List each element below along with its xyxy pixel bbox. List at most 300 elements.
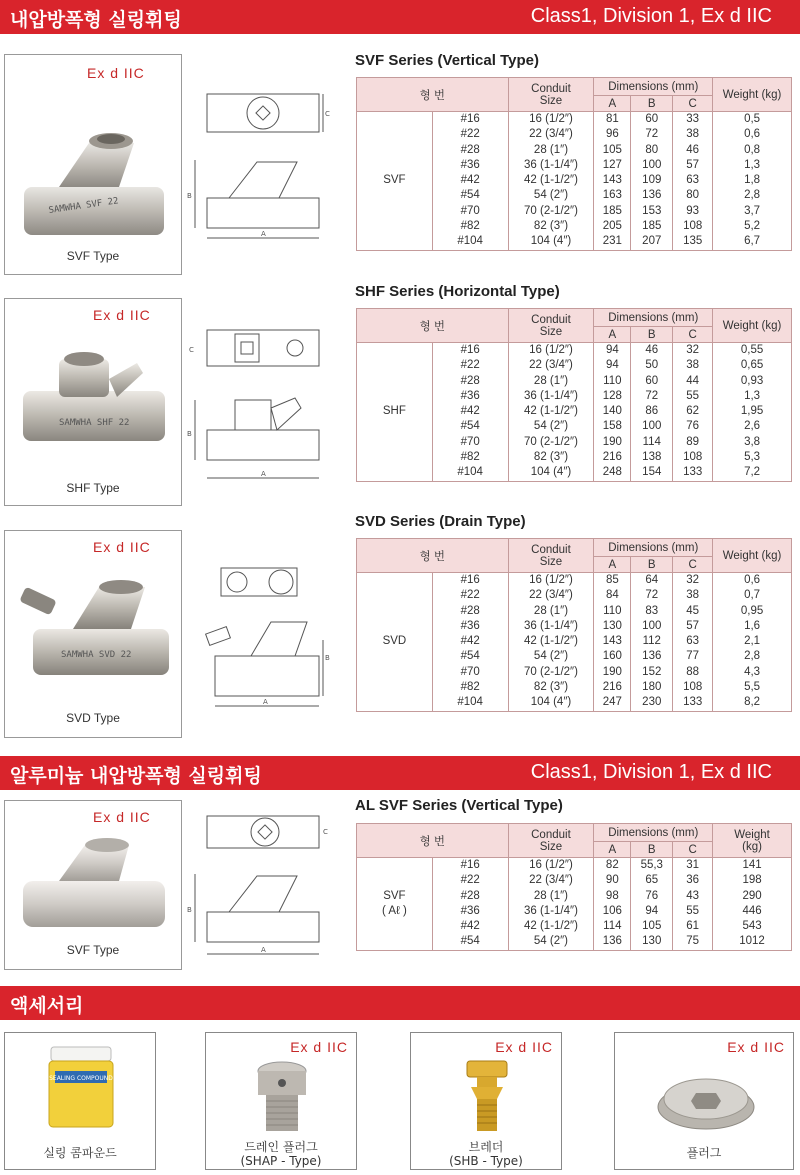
table-row	[357, 858, 792, 874]
dim-c-cell: 77	[673, 649, 713, 664]
conduit-size-cell: 104 (4″)	[508, 695, 594, 711]
size-number-cell: #22	[432, 127, 508, 142]
header-conduit: Conduit	[531, 828, 571, 841]
accessory-breather	[410, 1032, 562, 1170]
size-number-cell: #54	[432, 188, 508, 203]
col-conduit-size	[508, 309, 594, 343]
dim-b-cell: 64	[631, 573, 673, 589]
shf-fitting-image	[19, 339, 169, 459]
conduit-size-cell: 36 (1-1/4″)	[508, 619, 594, 634]
size-number-cell: #36	[432, 158, 508, 173]
table-row	[357, 112, 792, 128]
conduit-size-cell: 22 (3/4″)	[508, 358, 594, 373]
header-kg: (kg)	[742, 840, 762, 853]
dim-a-cell: 96	[594, 127, 631, 142]
dim-a-cell: 94	[594, 343, 631, 359]
conduit-size-cell: 82 (3″)	[508, 680, 594, 695]
accessory-type: (SHB - Type)	[449, 1154, 523, 1168]
dim-b-cell: 100	[631, 619, 673, 634]
section-title: 알루미늄 내압방폭형 실링휘팅	[10, 765, 262, 787]
conduit-size-cell: 16 (1/2″)	[508, 112, 594, 128]
section-class: Class1, Division 1, Ex d IIC	[530, 5, 772, 27]
dim-b-cell: 72	[631, 588, 673, 603]
col-conduit-size	[508, 78, 594, 112]
weight-cell: 1,8	[713, 173, 792, 188]
weight-cell: 1,3	[713, 158, 792, 173]
conduit-size-cell: 22 (3/4″)	[508, 588, 594, 603]
photo-caption: SVD Type	[66, 711, 120, 725]
dim-b-cell: 80	[631, 143, 673, 158]
size-number-cell: #42	[432, 173, 508, 188]
section-banner-accessories	[0, 986, 800, 1020]
size-number-cell: #70	[432, 665, 508, 680]
col-a: A	[594, 842, 631, 858]
conduit-size-cell: 104 (4″)	[508, 465, 594, 481]
col-weight: Weight (kg)	[713, 309, 792, 343]
weight-cell: 5,2	[713, 219, 792, 234]
weight-cell: 446	[713, 904, 792, 919]
dim-a-cell: 160	[594, 649, 631, 664]
shf-series-title: SHF Series (Horizontal Type)	[355, 283, 560, 300]
section-banner-steel	[0, 0, 800, 34]
col-b: B	[631, 842, 673, 858]
dim-b-cell: 109	[631, 173, 673, 188]
dim-a-cell: 110	[594, 374, 631, 389]
dim-label-c: C	[323, 828, 328, 836]
dim-c-cell: 108	[673, 219, 713, 234]
dim-c-cell: 108	[673, 450, 713, 465]
svf-series-title: SVF Series (Vertical Type)	[355, 52, 539, 69]
dim-c-cell: 43	[673, 889, 713, 904]
weight-cell: 2,8	[713, 188, 792, 203]
dim-a-cell: 143	[594, 634, 631, 649]
weight-cell: 1,6	[713, 619, 792, 634]
dim-a-cell: 81	[594, 112, 631, 128]
weight-cell: 290	[713, 889, 792, 904]
dim-c-cell: 44	[673, 374, 713, 389]
dim-c-cell: 63	[673, 634, 713, 649]
dim-b-cell: 100	[631, 158, 673, 173]
dim-label-b: B	[187, 192, 192, 200]
dim-b-cell: 153	[631, 204, 673, 219]
header-conduit: Conduit	[531, 82, 571, 95]
accessory-caption: 플러그	[686, 1146, 722, 1160]
conduit-size-cell: 54 (2″)	[508, 188, 594, 203]
col-weight: Weight (kg)	[713, 78, 792, 112]
size-number-cell: #42	[432, 634, 508, 649]
dim-a-cell: 130	[594, 619, 631, 634]
dim-c-cell: 46	[673, 143, 713, 158]
size-number-cell: #22	[432, 873, 508, 888]
size-number-cell: #16	[432, 573, 508, 589]
col-b: B	[631, 557, 673, 573]
conduit-size-cell: 70 (2-1/2″)	[508, 204, 594, 219]
product-mark: SEALING COMPOUND	[49, 1075, 113, 1082]
dim-label-b: B	[187, 906, 192, 914]
conduit-size-cell: 16 (1/2″)	[508, 343, 594, 359]
dim-a-cell: 106	[594, 904, 631, 919]
col-a: A	[594, 327, 631, 343]
weight-cell: 0,5	[713, 112, 792, 128]
col-dimensions: Dimensions (mm)	[594, 824, 713, 842]
header-size: Size	[539, 555, 563, 568]
size-number-cell: #28	[432, 889, 508, 904]
weight-cell: 0,65	[713, 358, 792, 373]
dim-b-cell: 86	[631, 404, 673, 419]
size-number-cell: #82	[432, 219, 508, 234]
svf-photo-panel	[4, 54, 182, 275]
dim-b-cell: 136	[631, 188, 673, 203]
accessory-plug	[614, 1032, 794, 1170]
model-name: SVF	[383, 174, 406, 187]
size-number-cell: #104	[432, 234, 508, 250]
conduit-size-cell: 28 (1″)	[508, 604, 594, 619]
dim-label-c: C	[325, 110, 330, 118]
conduit-size-cell: 28 (1″)	[508, 374, 594, 389]
conduit-size-cell: 70 (2-1/2″)	[508, 665, 594, 680]
shf-photo-panel	[4, 298, 182, 506]
size-number-cell: #42	[432, 919, 508, 934]
model-name: SVF	[383, 889, 406, 902]
weight-cell: 0,6	[713, 127, 792, 142]
size-number-cell: #36	[432, 389, 508, 404]
alsvf-technical-drawing	[185, 808, 335, 968]
dim-a-cell: 190	[594, 665, 631, 680]
dim-c-cell: 76	[673, 419, 713, 434]
dim-c-cell: 63	[673, 173, 713, 188]
dim-a-cell: 84	[594, 588, 631, 603]
accessory-type: (SHAP - Type)	[240, 1154, 322, 1168]
dim-c-cell: 31	[673, 858, 713, 874]
dim-c-cell: 80	[673, 188, 713, 203]
dim-c-cell: 57	[673, 619, 713, 634]
size-number-cell: #54	[432, 419, 508, 434]
col-model: 형 번	[357, 78, 509, 112]
size-number-cell: #36	[432, 619, 508, 634]
breather-image	[457, 1057, 517, 1137]
plug-image	[651, 1061, 761, 1141]
size-number-cell: #104	[432, 695, 508, 711]
alsvf-photo-panel	[4, 800, 182, 970]
dim-b-cell: 100	[631, 419, 673, 434]
dim-a-cell: 163	[594, 188, 631, 203]
section-title: 내압방폭형 실링휘팅	[10, 9, 182, 31]
conduit-size-cell: 54 (2″)	[508, 934, 594, 950]
weight-cell: 1,95	[713, 404, 792, 419]
col-weight	[713, 824, 792, 858]
accessory-caption: 실링 콤파운드	[43, 1146, 117, 1160]
dim-b-cell: 83	[631, 604, 673, 619]
alsvf-fitting-image	[19, 831, 169, 941]
model-material: ( Aℓ )	[381, 904, 407, 917]
conduit-size-cell: 36 (1-1/4″)	[508, 158, 594, 173]
conduit-size-cell: 22 (3/4″)	[508, 873, 594, 888]
weight-cell: 2,1	[713, 634, 792, 649]
model-cell	[357, 343, 433, 482]
weight-cell: 0,6	[713, 573, 792, 589]
conduit-size-cell: 28 (1″)	[508, 143, 594, 158]
dim-a-cell: 216	[594, 450, 631, 465]
svf-fitting-image	[19, 125, 169, 255]
conduit-size-cell: 42 (1-1/2″)	[508, 919, 594, 934]
weight-cell: 6,7	[713, 234, 792, 250]
conduit-size-cell: 22 (3/4″)	[508, 127, 594, 142]
dim-a-cell: 136	[594, 934, 631, 950]
product-mark: SAMWHA SHF 22	[59, 418, 130, 428]
photo-caption: SVF Type	[66, 943, 120, 957]
weight-cell: 3,8	[713, 435, 792, 450]
dim-c-cell: 32	[673, 573, 713, 589]
dim-a-cell: 158	[594, 419, 631, 434]
conduit-size-cell: 54 (2″)	[508, 649, 594, 664]
dim-label-c: C	[189, 346, 194, 354]
size-number-cell: #54	[432, 934, 508, 950]
conduit-size-cell: 16 (1/2″)	[508, 573, 594, 589]
model-cell	[357, 112, 433, 251]
dim-c-cell: 61	[673, 919, 713, 934]
dim-c-cell: 108	[673, 680, 713, 695]
accessory-caption	[411, 1140, 561, 1168]
model-name: SVD	[382, 635, 407, 648]
size-number-cell: #16	[432, 343, 508, 359]
ex-rating: Ex d IIC	[495, 1039, 553, 1055]
conduit-size-cell: 54 (2″)	[508, 419, 594, 434]
dim-a-cell: 128	[594, 389, 631, 404]
dim-b-cell: 180	[631, 680, 673, 695]
col-weight: Weight (kg)	[713, 539, 792, 573]
dim-c-cell: 38	[673, 358, 713, 373]
dim-a-cell: 216	[594, 680, 631, 695]
accessory-name: 드레인 플러그	[244, 1140, 318, 1154]
conduit-size-cell: 36 (1-1/4″)	[508, 904, 594, 919]
svd-spec-table	[356, 538, 792, 712]
model-cell	[357, 858, 433, 951]
size-number-cell: #36	[432, 904, 508, 919]
col-conduit-size	[508, 539, 594, 573]
table-row	[357, 343, 792, 359]
dim-label-b: B	[325, 654, 330, 662]
weight-cell: 0,55	[713, 343, 792, 359]
dim-a-cell: 105	[594, 143, 631, 158]
table-body	[357, 573, 792, 712]
dim-a-cell: 248	[594, 465, 631, 481]
accessory-caption	[206, 1140, 356, 1168]
dim-c-cell: 33	[673, 112, 713, 128]
weight-cell: 8,2	[713, 695, 792, 711]
col-b: B	[631, 96, 673, 112]
dim-label-a: A	[261, 946, 266, 954]
dim-a-cell: 114	[594, 919, 631, 934]
dim-b-cell: 60	[631, 112, 673, 128]
ex-rating: Ex d IIC	[87, 65, 145, 81]
dim-b-cell: 152	[631, 665, 673, 680]
col-dimensions: Dimensions (mm)	[594, 78, 713, 96]
dim-c-cell: 135	[673, 234, 713, 250]
table-row	[357, 573, 792, 589]
shf-technical-drawing	[185, 318, 335, 488]
dim-b-cell: 136	[631, 649, 673, 664]
dim-label-a: A	[261, 470, 266, 478]
conduit-size-cell: 42 (1-1/2″)	[508, 404, 594, 419]
header-size: Size	[539, 840, 563, 853]
weight-cell: 1012	[713, 934, 792, 950]
dim-b-cell: 50	[631, 358, 673, 373]
table-body	[357, 343, 792, 482]
shf-spec-table	[356, 308, 792, 482]
col-a: A	[594, 96, 631, 112]
dim-c-cell: 89	[673, 435, 713, 450]
dim-a-cell: 185	[594, 204, 631, 219]
dim-b-cell: 94	[631, 904, 673, 919]
dim-b-cell: 72	[631, 127, 673, 142]
photo-caption: SHF Type	[66, 481, 120, 495]
alsvf-spec-table	[356, 823, 792, 951]
dim-b-cell: 230	[631, 695, 673, 711]
size-number-cell: #16	[432, 112, 508, 128]
dim-a-cell: 85	[594, 573, 631, 589]
dim-b-cell: 105	[631, 919, 673, 934]
header-weight: Weight	[734, 828, 770, 841]
weight-cell: 0,7	[713, 588, 792, 603]
product-mark: SAMWHA SVF 22	[48, 196, 120, 216]
conduit-size-cell: 42 (1-1/2″)	[508, 634, 594, 649]
dim-c-cell: 55	[673, 904, 713, 919]
conduit-size-cell: 82 (3″)	[508, 219, 594, 234]
dim-b-cell: 207	[631, 234, 673, 250]
dim-a-cell: 110	[594, 604, 631, 619]
dim-c-cell: 57	[673, 158, 713, 173]
size-number-cell: #42	[432, 404, 508, 419]
conduit-size-cell: 82 (3″)	[508, 450, 594, 465]
ex-rating: Ex d IIC	[93, 809, 151, 825]
weight-cell: 1,3	[713, 389, 792, 404]
dim-a-cell: 190	[594, 435, 631, 450]
drain-plug-image	[252, 1057, 312, 1137]
dim-b-cell: 185	[631, 219, 673, 234]
header-size: Size	[539, 325, 563, 338]
dim-b-cell: 46	[631, 343, 673, 359]
dim-c-cell: 133	[673, 695, 713, 711]
col-model: 형 번	[357, 539, 509, 573]
dim-b-cell: 76	[631, 889, 673, 904]
conduit-size-cell: 16 (1/2″)	[508, 858, 594, 874]
dim-b-cell: 112	[631, 634, 673, 649]
photo-caption: SVF Type	[66, 249, 120, 263]
section-title: 액세서리	[10, 995, 84, 1017]
size-number-cell: #54	[432, 649, 508, 664]
dim-c-cell: 62	[673, 404, 713, 419]
dim-b-cell: 114	[631, 435, 673, 450]
sealing-compound-jar-image	[41, 1043, 121, 1133]
model-cell	[357, 573, 433, 712]
weight-cell: 0,8	[713, 143, 792, 158]
header-conduit: Conduit	[531, 313, 571, 326]
dim-a-cell: 98	[594, 889, 631, 904]
dim-label-a: A	[263, 698, 268, 706]
size-number-cell: #70	[432, 204, 508, 219]
conduit-size-cell: 28 (1″)	[508, 889, 594, 904]
svf-spec-table	[356, 77, 792, 251]
header-size: Size	[539, 94, 563, 107]
col-model: 형 번	[357, 824, 509, 858]
dim-c-cell: 75	[673, 934, 713, 950]
accessory-drain-plug	[205, 1032, 357, 1170]
weight-cell: 4,3	[713, 665, 792, 680]
dim-c-cell: 133	[673, 465, 713, 481]
size-number-cell: #28	[432, 374, 508, 389]
col-model: 형 번	[357, 309, 509, 343]
size-number-cell: #16	[432, 858, 508, 874]
col-a: A	[594, 557, 631, 573]
dim-c-cell: 45	[673, 604, 713, 619]
conduit-size-cell: 42 (1-1/2″)	[508, 173, 594, 188]
size-number-cell: #22	[432, 588, 508, 603]
model-name: SHF	[382, 405, 406, 418]
accessory-name: 브레더	[468, 1140, 504, 1154]
dim-c-cell: 88	[673, 665, 713, 680]
ex-rating: Ex d IIC	[93, 539, 151, 555]
dim-b-cell: 154	[631, 465, 673, 481]
section-class: Class1, Division 1, Ex d IIC	[530, 761, 772, 783]
size-number-cell: #104	[432, 465, 508, 481]
dim-b-cell: 130	[631, 934, 673, 950]
conduit-size-cell: 104 (4″)	[508, 234, 594, 250]
dim-a-cell: 231	[594, 234, 631, 250]
dim-a-cell: 247	[594, 695, 631, 711]
ex-rating: Ex d IIC	[290, 1039, 348, 1055]
weight-cell: 5,3	[713, 450, 792, 465]
weight-cell: 2,6	[713, 419, 792, 434]
weight-cell: 0,93	[713, 374, 792, 389]
conduit-size-cell: 36 (1-1/4″)	[508, 389, 594, 404]
col-c: C	[673, 842, 713, 858]
col-b: B	[631, 327, 673, 343]
svf-technical-drawing	[185, 80, 335, 270]
dim-c-cell: 38	[673, 127, 713, 142]
size-number-cell: #70	[432, 435, 508, 450]
table-body	[357, 112, 792, 251]
size-number-cell: #22	[432, 358, 508, 373]
dim-b-cell: 60	[631, 374, 673, 389]
col-conduit-size	[508, 824, 594, 858]
weight-cell: 198	[713, 873, 792, 888]
col-dimensions: Dimensions (mm)	[594, 309, 713, 327]
dim-b-cell: 138	[631, 450, 673, 465]
header-conduit: Conduit	[531, 543, 571, 556]
svd-technical-drawing	[195, 560, 345, 730]
col-c: C	[673, 557, 713, 573]
dim-a-cell: 94	[594, 358, 631, 373]
section-banner-aluminum	[0, 756, 800, 790]
size-number-cell: #28	[432, 604, 508, 619]
dim-a-cell: 140	[594, 404, 631, 419]
dim-b-cell: 55,3	[631, 858, 673, 874]
ex-rating: Ex d IIC	[727, 1039, 785, 1055]
dim-c-cell: 93	[673, 204, 713, 219]
dim-a-cell: 90	[594, 873, 631, 888]
dim-c-cell: 36	[673, 873, 713, 888]
table-body	[357, 858, 792, 951]
svd-series-title: SVD Series (Drain Type)	[355, 513, 526, 530]
dim-a-cell: 205	[594, 219, 631, 234]
weight-cell: 2,8	[713, 649, 792, 664]
dim-a-cell: 127	[594, 158, 631, 173]
dim-label-b: B	[187, 430, 192, 438]
dim-b-cell: 72	[631, 389, 673, 404]
size-number-cell: #82	[432, 450, 508, 465]
dim-a-cell: 82	[594, 858, 631, 874]
weight-cell: 543	[713, 919, 792, 934]
